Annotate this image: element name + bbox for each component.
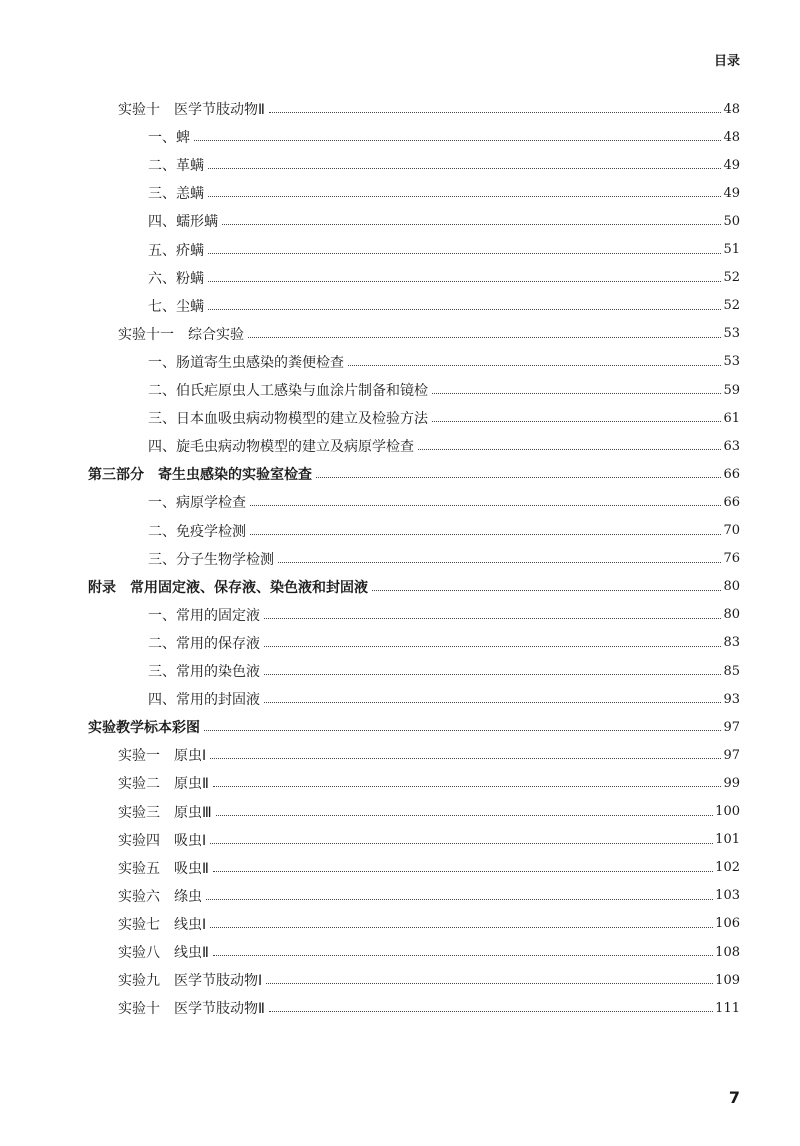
toc-entry[interactable] [148, 376, 740, 404]
dot-leader [248, 336, 721, 338]
toc-entry[interactable] [88, 573, 740, 601]
toc-entry-label: 实验八 线虫Ⅱ [118, 945, 209, 961]
dot-leader [264, 617, 721, 619]
toc-entry-label: 实验九 医学节肢动物Ⅰ [118, 973, 263, 990]
toc-entry-page: 52 [723, 270, 740, 286]
dot-leader [208, 167, 721, 169]
toc-entry[interactable] [148, 123, 740, 151]
toc-entry[interactable] [148, 348, 740, 376]
dot-leader [213, 954, 713, 956]
toc-entry-label: 实验四 吸虫Ⅰ [118, 832, 207, 849]
toc-entry-label: 四、旋毛虫病动物模型的建立及病原学检查 [148, 439, 414, 456]
dot-leader [204, 729, 721, 731]
toc-entry[interactable] [88, 713, 740, 741]
dot-leader [210, 842, 713, 844]
toc-entry-label: 二、伯氏疟原虫人工感染与血涂片制备和镜检 [148, 383, 428, 399]
toc-entry-label: 一、病原学检查 [148, 495, 246, 512]
toc-entry-page: 50 [723, 213, 740, 229]
dot-leader [216, 814, 714, 816]
dot-leader [269, 1010, 713, 1012]
toc-entry-page: 93 [723, 691, 740, 707]
toc-entry[interactable] [118, 854, 740, 882]
toc-entry-label: 一、肠道寄生虫感染的粪便检查 [148, 354, 344, 371]
toc-entry-page: 103 [715, 888, 740, 904]
toc-entry[interactable] [118, 994, 740, 1022]
toc-entry[interactable] [118, 95, 740, 123]
toc-entry-label: 三、恙螨 [148, 186, 204, 203]
dot-leader [210, 757, 721, 759]
dot-leader [432, 420, 721, 422]
toc-entry-label: 三、日本血吸虫病动物模型的建立及检验方法 [148, 411, 428, 428]
toc-entry-page: 80 [723, 579, 740, 595]
toc-entry-page: 99 [723, 775, 740, 791]
toc-entry-page: 49 [723, 185, 740, 201]
toc-entry-label: 实验三 原虫Ⅲ [118, 804, 212, 821]
toc-entry-page: 101 [715, 832, 740, 848]
toc-entry-label: 实验十 医学节肢动物Ⅱ [118, 1001, 265, 1018]
toc-entry-page: 97 [723, 747, 740, 763]
dot-leader [269, 111, 722, 113]
toc-entry-label: 一、常用的固定液 [148, 607, 260, 624]
toc-entry-page: 52 [723, 298, 740, 314]
toc-entry-page: 85 [723, 663, 740, 679]
toc-entry[interactable] [118, 798, 740, 826]
toc-entry-page: 108 [715, 944, 740, 960]
toc-entry-page: 80 [723, 607, 740, 623]
dot-leader [250, 504, 721, 506]
toc-entry-label: 实验七 线虫Ⅰ [118, 916, 207, 933]
toc-entry[interactable] [118, 882, 740, 910]
toc-entry-label: 实验五 吸虫Ⅱ [118, 860, 209, 877]
toc-entry-page: 76 [723, 551, 740, 567]
toc-entry-label: 六、粉螨 [148, 270, 204, 287]
toc-entry[interactable] [118, 320, 740, 348]
toc-entry[interactable] [118, 741, 740, 769]
toc-entry-label: 实验一 原虫Ⅰ [118, 748, 207, 765]
toc-entry-label: 实验二 原虫Ⅱ [118, 776, 209, 793]
toc-entry[interactable] [118, 769, 740, 797]
toc-entry-page: 61 [723, 410, 740, 426]
toc-entry[interactable] [148, 517, 740, 545]
toc-entry[interactable] [148, 236, 740, 264]
toc-entry-label: 二、常用的保存液 [148, 635, 260, 652]
toc-entry-label: 三、常用的染色液 [148, 664, 260, 680]
toc-entry[interactable] [148, 657, 740, 685]
toc-entry-page: 48 [723, 129, 740, 145]
toc-entry-label: 第三部分 寄生虫感染的实验室检查 [88, 467, 312, 484]
toc-entry-label: 二、革螨 [148, 158, 204, 175]
dot-leader [316, 476, 721, 478]
toc-entry-label: 实验十一 综合实验 [118, 326, 244, 343]
dot-leader [194, 139, 721, 141]
toc-entry[interactable] [148, 432, 740, 460]
toc-entry-label: 实验教学标本彩图 [88, 720, 200, 737]
dot-leader [372, 589, 721, 591]
dot-leader [348, 364, 721, 366]
toc-entry[interactable] [148, 151, 740, 179]
toc-entry[interactable] [88, 460, 740, 488]
toc-entry-page: 102 [715, 860, 740, 876]
toc-entry[interactable] [148, 179, 740, 207]
toc-entry-page: 66 [723, 494, 740, 510]
dot-leader [208, 252, 721, 254]
toc-entry[interactable] [118, 910, 740, 938]
running-header-title: 目录 [713, 54, 740, 69]
toc-entry-page: 53 [723, 326, 740, 342]
toc-entry-label: 七、尘螨 [148, 298, 204, 315]
dot-leader [208, 280, 721, 282]
toc-entry-page: 106 [715, 916, 740, 932]
toc-entry-page: 100 [715, 804, 740, 819]
toc-entry-label: 一、蜱 [148, 130, 190, 147]
dot-leader [208, 195, 721, 197]
toc-entry-page: 97 [723, 719, 740, 735]
toc-entry[interactable] [118, 826, 740, 854]
toc-entry-label: 实验六 绦虫 [118, 888, 202, 905]
dot-leader [213, 785, 722, 787]
toc-entry[interactable] [148, 404, 740, 432]
toc-entry-label: 实验十 医学节肢动物Ⅱ [118, 102, 265, 118]
toc-entry-page: 53 [723, 354, 740, 370]
dot-leader [206, 898, 713, 900]
dot-leader [222, 223, 721, 225]
toc-entry[interactable] [148, 292, 740, 320]
dot-leader [264, 645, 721, 647]
dot-leader [250, 533, 721, 535]
dot-leader [278, 561, 721, 563]
toc-entry[interactable] [148, 264, 740, 292]
toc-entry-page: 66 [723, 466, 740, 482]
toc-entry-page: 48 [723, 101, 740, 117]
dot-leader [432, 392, 721, 394]
toc-entry-label: 四、蠕形螨 [148, 214, 218, 231]
toc-entry-label: 三、分子生物学检测 [148, 551, 274, 568]
dot-leader [208, 308, 721, 310]
toc-entry[interactable] [148, 545, 740, 573]
toc-entry[interactable] [148, 685, 740, 713]
toc-entry[interactable] [118, 966, 740, 994]
toc-entry-label: 四、常用的封固液 [148, 692, 260, 709]
dot-leader [264, 673, 721, 675]
toc-entry-page: 63 [723, 438, 740, 454]
page-number: 7 [728, 1088, 740, 1107]
toc-entry[interactable] [148, 629, 740, 657]
dot-leader [213, 870, 713, 872]
toc-entry-page: 109 [715, 972, 740, 988]
toc-entry-page: 51 [723, 242, 740, 257]
toc-entry-page: 70 [723, 523, 740, 538]
toc-entry-page: 111 [715, 1000, 740, 1016]
toc-entry-label: 附录 常用固定液、保存液、染色液和封固液 [88, 579, 368, 596]
dot-leader [266, 982, 713, 984]
toc-entry-label: 二、免疫学检测 [148, 523, 246, 540]
dot-leader [418, 448, 721, 450]
toc-entry-page: 49 [723, 157, 740, 173]
dot-leader [264, 701, 721, 703]
toc-entry[interactable] [148, 601, 740, 629]
toc-entry[interactable] [118, 938, 740, 966]
toc-entry[interactable] [148, 488, 740, 516]
toc-entry-page: 83 [723, 635, 740, 651]
toc-entry-label: 五、疥螨 [148, 242, 204, 259]
dot-leader [210, 926, 713, 928]
toc-entry[interactable] [148, 207, 740, 235]
toc-entry-page: 59 [723, 382, 740, 398]
